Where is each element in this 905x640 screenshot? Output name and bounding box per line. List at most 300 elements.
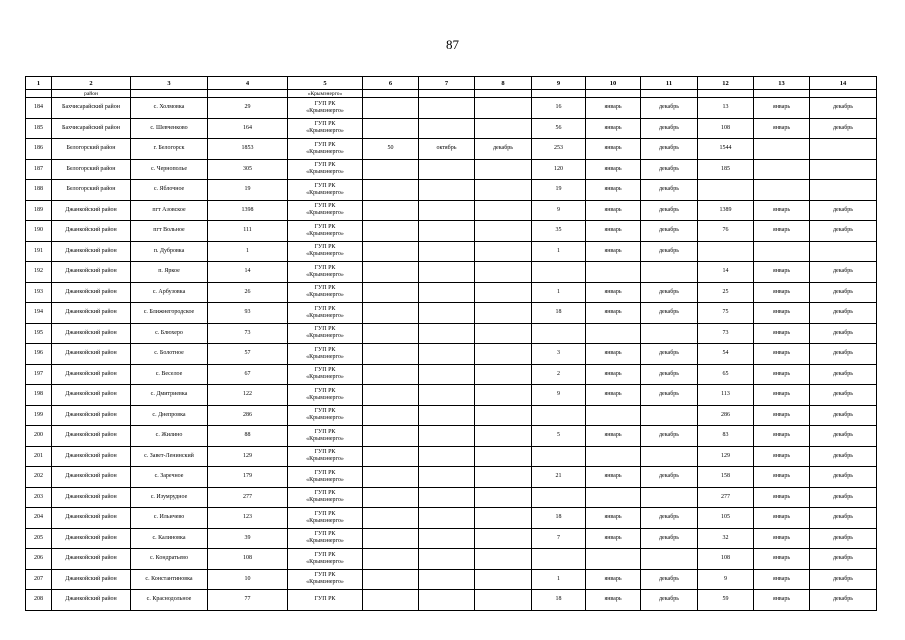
- cell-col-8: [475, 508, 532, 529]
- cell-col-11: [641, 487, 698, 508]
- cell-col-11: декабрь: [641, 385, 698, 406]
- cell-row-number: 192: [26, 262, 52, 283]
- cell-col-6: [363, 118, 419, 139]
- cell-col-10: январь: [586, 159, 641, 180]
- cell-settlement: г. Белогорск: [131, 139, 208, 160]
- cell-settlement: с. Ильичево: [131, 508, 208, 529]
- cell-district: Джанкойский район: [52, 262, 131, 283]
- cell-col-12: 113: [698, 385, 754, 406]
- org-name-line2: «Крымэнерго»: [306, 353, 344, 360]
- cell-row-number: 208: [26, 590, 52, 611]
- cell-col-7: [419, 323, 475, 344]
- cell-district: Джанкойский район: [52, 487, 131, 508]
- cell-col-8: [475, 180, 532, 201]
- cell-col-14: декабрь: [810, 405, 877, 426]
- cell-col-9: 1: [532, 569, 586, 590]
- org-name-line1: ГУП РК: [314, 490, 336, 497]
- cell-col-7: [419, 262, 475, 283]
- cell-col-13: [754, 241, 810, 262]
- cell-col-10: январь: [586, 241, 641, 262]
- cell-col-7: [419, 528, 475, 549]
- cell-col-7: [419, 159, 475, 180]
- table-row: [26, 344, 877, 365]
- cell-settlement: с. Завет-Ленинский: [131, 446, 208, 467]
- cell-col-7: [419, 221, 475, 242]
- header-cell: 8: [475, 77, 532, 90]
- cell-col-10: январь: [586, 303, 641, 324]
- cell-settlement: с. Калиновка: [131, 528, 208, 549]
- cell-col-14: декабрь: [810, 426, 877, 447]
- cell-settlement: пгт Вольное: [131, 221, 208, 242]
- cell-col-11: декабрь: [641, 426, 698, 447]
- cell-col-6: [363, 405, 419, 426]
- cell-col-10: [586, 90, 641, 98]
- header-cell: 9: [532, 77, 586, 90]
- cell-col-9: 1: [532, 282, 586, 303]
- cell-col-13: январь: [754, 508, 810, 529]
- cell-col-12: 158: [698, 467, 754, 488]
- cell-col-6: [363, 528, 419, 549]
- cell-col-11: [641, 90, 698, 98]
- cell-organization: [288, 549, 363, 570]
- cell-total: 57: [208, 344, 288, 365]
- cell-col-11: декабрь: [641, 200, 698, 221]
- org-name-line2: «Крымэнерго»: [306, 394, 344, 401]
- cell-total: 122: [208, 385, 288, 406]
- cell-col-9: 9: [532, 385, 586, 406]
- cell-col-9: 3: [532, 344, 586, 365]
- cell-row-number: 201: [26, 446, 52, 467]
- cell-organization: [288, 590, 363, 611]
- cell-col-8: [475, 262, 532, 283]
- cell-col-7: [419, 180, 475, 201]
- cell-settlement: с. Арбузовка: [131, 282, 208, 303]
- org-name-line1: ГУП РК: [314, 223, 336, 230]
- cell-col-9: [532, 90, 586, 98]
- org-name-line2: «Крымэнерго»: [306, 456, 344, 463]
- cell-col-12: 277: [698, 487, 754, 508]
- cell-col-13: январь: [754, 426, 810, 447]
- cell-col-6: [363, 323, 419, 344]
- cell-total: 164: [208, 118, 288, 139]
- cell-settlement: с. Холмовка: [131, 98, 208, 119]
- cell-col-7: [419, 344, 475, 365]
- cell-organization: [288, 241, 363, 262]
- table-row-continued: [26, 90, 877, 98]
- cell-col-10: [586, 405, 641, 426]
- cell-col-6: [363, 282, 419, 303]
- cell-col-11: декабрь: [641, 241, 698, 262]
- cell-col-7: [419, 282, 475, 303]
- cell-col-8: [475, 98, 532, 119]
- org-name-line2: «Крымэнерго»: [306, 517, 344, 524]
- cell-col-14: декабрь: [810, 446, 877, 467]
- cell-col-9: 7: [532, 528, 586, 549]
- cell-district: Джанкойский район: [52, 508, 131, 529]
- cell-total: 93: [208, 303, 288, 324]
- cell-col-9: [532, 446, 586, 467]
- table-body: [26, 77, 877, 611]
- cell-row-number: 185: [26, 118, 52, 139]
- header-cell: 6: [363, 77, 419, 90]
- cell-row-number: 197: [26, 364, 52, 385]
- cell-col-7: [419, 385, 475, 406]
- cell-organization: [288, 118, 363, 139]
- cell-row-number: [26, 90, 52, 98]
- cell-row-number: 206: [26, 549, 52, 570]
- cell-col-13: [754, 159, 810, 180]
- cell-col-12: 108: [698, 118, 754, 139]
- cell-col-13: январь: [754, 487, 810, 508]
- cell-organization: [288, 98, 363, 119]
- cell-total: 77: [208, 590, 288, 611]
- org-name-line1: ГУП РК: [314, 408, 336, 415]
- org-name-line2: «Крымэнерго»: [306, 230, 344, 237]
- cell-total: 286: [208, 405, 288, 426]
- cell-col-10: [586, 262, 641, 283]
- cell-total: 129: [208, 446, 288, 467]
- table-row: [26, 405, 877, 426]
- header-cell: 13: [754, 77, 810, 90]
- cell-col-13: январь: [754, 323, 810, 344]
- cell-col-14: декабрь: [810, 467, 877, 488]
- cell-col-10: [586, 323, 641, 344]
- cell-col-10: январь: [586, 344, 641, 365]
- cell-col-13: январь: [754, 303, 810, 324]
- cell-row-number: 194: [26, 303, 52, 324]
- page-number: 87: [446, 37, 459, 52]
- cell-col-6: [363, 549, 419, 570]
- cell-col-10: январь: [586, 364, 641, 385]
- cell-col-13: январь: [754, 282, 810, 303]
- cell-col-14: декабрь: [810, 98, 877, 119]
- cell-col-13: январь: [754, 221, 810, 242]
- cell-row-number: 203: [26, 487, 52, 508]
- cell-district: Белогорский район: [52, 139, 131, 160]
- cell-col-11: декабрь: [641, 118, 698, 139]
- org-name-line2: «Крымэнерго»: [306, 189, 344, 196]
- org-name-line2: «Крымэнерго»: [306, 292, 344, 299]
- org-name-line1: ГУП РК: [314, 596, 336, 603]
- cell-col-13: январь: [754, 590, 810, 611]
- cell-col-8: [475, 467, 532, 488]
- cell-row-number: 195: [26, 323, 52, 344]
- cell-district: Джанкойский район: [52, 446, 131, 467]
- org-name-line1: ГУП РК: [314, 428, 336, 435]
- org-name-line1: ГУП РК: [314, 449, 336, 456]
- cell-total: 26: [208, 282, 288, 303]
- cell-district: Джанкойский район: [52, 385, 131, 406]
- org-name-line2: «Крымэнерго»: [306, 271, 344, 278]
- cell-col-8: [475, 590, 532, 611]
- table-row: [26, 200, 877, 221]
- cell-district: Джанкойский район: [52, 323, 131, 344]
- table-row: [26, 98, 877, 119]
- cell-col-14: [810, 90, 877, 98]
- cell-settlement: с. Шевченково: [131, 118, 208, 139]
- cell-col-9: [532, 405, 586, 426]
- cell-organization: [288, 528, 363, 549]
- table-header-row: [26, 77, 877, 90]
- org-name-line1: ГУП РК: [314, 244, 336, 251]
- cell-district: Джанкойский район: [52, 344, 131, 365]
- cell-col-7: [419, 98, 475, 119]
- cell-col-8: [475, 549, 532, 570]
- table-row: [26, 569, 877, 590]
- cell-total: 277: [208, 487, 288, 508]
- org-name-line2: «Крымэнерго»: [306, 558, 344, 565]
- table-row: [26, 262, 877, 283]
- cell-district: Джанкойский район: [52, 405, 131, 426]
- cell-col-13: январь: [754, 528, 810, 549]
- cell-col-8: [475, 241, 532, 262]
- cell-total: 111: [208, 221, 288, 242]
- cell-col-10: январь: [586, 118, 641, 139]
- cell-district: Джанкойский район: [52, 569, 131, 590]
- cell-col-14: декабрь: [810, 323, 877, 344]
- cell-district: Джанкойский район: [52, 467, 131, 488]
- cell-col-11: декабрь: [641, 98, 698, 119]
- cell-col-6: [363, 90, 419, 98]
- cell-col-6: [363, 159, 419, 180]
- cell-col-14: декабрь: [810, 303, 877, 324]
- table-row: [26, 549, 877, 570]
- cell-organization: [288, 221, 363, 242]
- cell-col-11: декабрь: [641, 159, 698, 180]
- cell-col-14: декабрь: [810, 528, 877, 549]
- cell-col-8: [475, 303, 532, 324]
- cell-district: Джанкойский район: [52, 426, 131, 447]
- cell-col-8: [475, 323, 532, 344]
- table-row: [26, 323, 877, 344]
- cell-col-14: декабрь: [810, 508, 877, 529]
- cell-col-11: декабрь: [641, 569, 698, 590]
- cell-total: 88: [208, 426, 288, 447]
- header-cell: 12: [698, 77, 754, 90]
- cell-col-9: 2: [532, 364, 586, 385]
- cell-row-number: 187: [26, 159, 52, 180]
- cell-col-11: декабрь: [641, 528, 698, 549]
- header-cell: 5: [288, 77, 363, 90]
- org-name-line2: «Крымэнерго»: [306, 415, 344, 422]
- cell-district: Джанкойский район: [52, 549, 131, 570]
- table-row: [26, 528, 877, 549]
- cell-col-6: [363, 487, 419, 508]
- cell-col-8: [475, 385, 532, 406]
- cell-total: 10: [208, 569, 288, 590]
- cell-total: 305: [208, 159, 288, 180]
- org-name-line2: «Крымэнерго»: [306, 476, 344, 483]
- cell-organization: [288, 344, 363, 365]
- cell-row-number: 188: [26, 180, 52, 201]
- cell-col-12: [698, 90, 754, 98]
- header-cell: 1: [26, 77, 52, 90]
- table-row: [26, 385, 877, 406]
- cell-col-12: 108: [698, 549, 754, 570]
- cell-col-11: декабрь: [641, 508, 698, 529]
- cell-col-14: декабрь: [810, 487, 877, 508]
- cell-col-6: [363, 344, 419, 365]
- cell-col-9: 19: [532, 180, 586, 201]
- cell-col-12: 83: [698, 426, 754, 447]
- cell-settlement: с. Кондратьево: [131, 549, 208, 570]
- cell-col-7: [419, 590, 475, 611]
- cell-col-7: [419, 364, 475, 385]
- header-cell: 3: [131, 77, 208, 90]
- cell-col-10: январь: [586, 221, 641, 242]
- cell-col-11: [641, 323, 698, 344]
- cell-col-13: январь: [754, 569, 810, 590]
- cell-settlement: с. Яблочное: [131, 180, 208, 201]
- cell-col-6: [363, 303, 419, 324]
- cell-col-8: [475, 159, 532, 180]
- cell-col-11: [641, 549, 698, 570]
- cell-total: 108: [208, 549, 288, 570]
- cell-col-8: [475, 118, 532, 139]
- table-row: [26, 118, 877, 139]
- cell-col-8: [475, 446, 532, 467]
- org-name-line1: ГУП РК: [314, 510, 336, 517]
- cell-settlement: с. Жилино: [131, 426, 208, 447]
- cell-district: Джанкойский район: [52, 364, 131, 385]
- cell-settlement: с. Чернополье: [131, 159, 208, 180]
- cell-col-10: январь: [586, 467, 641, 488]
- cell-col-12: 286: [698, 405, 754, 426]
- table-row: [26, 282, 877, 303]
- cell-settlement: с. Днепровка: [131, 405, 208, 426]
- cell-col-14: [810, 241, 877, 262]
- cell-district: Джанкойский район: [52, 221, 131, 242]
- cell-total: 1398: [208, 200, 288, 221]
- cell-col-9: 9: [532, 200, 586, 221]
- cell-district: район: [52, 90, 131, 98]
- cell-col-8: [475, 528, 532, 549]
- cell-total: 19: [208, 180, 288, 201]
- cell-organization: [288, 180, 363, 201]
- cell-total: [208, 90, 288, 98]
- cell-col-14: [810, 180, 877, 201]
- cell-col-8: [475, 364, 532, 385]
- cell-col-12: 1544: [698, 139, 754, 160]
- cell-col-9: 35: [532, 221, 586, 242]
- table-row: [26, 508, 877, 529]
- org-name-line1: ГУП РК: [314, 182, 336, 189]
- cell-col-6: [363, 200, 419, 221]
- cell-col-13: январь: [754, 405, 810, 426]
- cell-total: 39: [208, 528, 288, 549]
- cell-total: 1853: [208, 139, 288, 160]
- table-row: [26, 446, 877, 467]
- table-row: [26, 426, 877, 447]
- table-row: [26, 159, 877, 180]
- cell-settlement: п. Дубровка: [131, 241, 208, 262]
- cell-col-14: [810, 139, 877, 160]
- header-cell: 7: [419, 77, 475, 90]
- cell-organization: [288, 467, 363, 488]
- cell-row-number: 189: [26, 200, 52, 221]
- cell-col-11: декабрь: [641, 303, 698, 324]
- org-name-line1: ГУП РК: [314, 326, 336, 333]
- cell-col-13: январь: [754, 98, 810, 119]
- org-name-line1: ГУП РК: [314, 367, 336, 374]
- cell-col-9: [532, 262, 586, 283]
- cell-row-number: 184: [26, 98, 52, 119]
- table-row: [26, 221, 877, 242]
- cell-col-9: 5: [532, 426, 586, 447]
- cell-col-7: [419, 549, 475, 570]
- cell-col-7: [419, 118, 475, 139]
- cell-total: 123: [208, 508, 288, 529]
- cell-col-14: декабрь: [810, 282, 877, 303]
- cell-col-13: январь: [754, 385, 810, 406]
- cell-col-12: [698, 241, 754, 262]
- cell-row-number: 204: [26, 508, 52, 529]
- cell-district: Бахчисарайский район: [52, 118, 131, 139]
- org-name-line2: «Крымэнерго»: [306, 333, 344, 340]
- org-name-line2: «Крымэнерго»: [306, 148, 344, 155]
- org-name-line2: «Крымэнерго»: [306, 579, 344, 586]
- cell-col-6: [363, 98, 419, 119]
- cell-settlement: пгт Азовское: [131, 200, 208, 221]
- cell-col-10: [586, 446, 641, 467]
- cell-total: 29: [208, 98, 288, 119]
- cell-col-8: [475, 487, 532, 508]
- cell-col-6: 50: [363, 139, 419, 160]
- cell-col-14: декабрь: [810, 118, 877, 139]
- cell-col-9: 21: [532, 467, 586, 488]
- cell-col-6: [363, 385, 419, 406]
- cell-row-number: 207: [26, 569, 52, 590]
- cell-col-6: [363, 508, 419, 529]
- cell-settlement: с. Изумрудное: [131, 487, 208, 508]
- cell-organization: [288, 405, 363, 426]
- cell-settlement: с. Блюхеро: [131, 323, 208, 344]
- header-cell: 2: [52, 77, 131, 90]
- cell-col-7: [419, 90, 475, 98]
- cell-col-12: 9: [698, 569, 754, 590]
- cell-col-8: [475, 221, 532, 242]
- cell-row-number: 200: [26, 426, 52, 447]
- cell-organization: [288, 569, 363, 590]
- cell-total: 73: [208, 323, 288, 344]
- cell-col-13: [754, 90, 810, 98]
- cell-organization: [288, 323, 363, 344]
- cell-col-9: [532, 487, 586, 508]
- org-name-line1: ГУП РК: [314, 387, 336, 394]
- cell-col-7: октябрь: [419, 139, 475, 160]
- header-cell: 10: [586, 77, 641, 90]
- cell-row-number: 202: [26, 467, 52, 488]
- cell-col-12: 65: [698, 364, 754, 385]
- cell-col-8: [475, 90, 532, 98]
- org-name-line1: ГУП РК: [314, 469, 336, 476]
- cell-col-6: [363, 569, 419, 590]
- cell-settlement: с. Ближнегородское: [131, 303, 208, 324]
- cell-col-12: 32: [698, 528, 754, 549]
- cell-organization: [288, 446, 363, 467]
- table-row: [26, 303, 877, 324]
- cell-col-10: январь: [586, 569, 641, 590]
- header-cell: 14: [810, 77, 877, 90]
- table-row: [26, 590, 877, 611]
- cell-col-12: 75: [698, 303, 754, 324]
- cell-row-number: 198: [26, 385, 52, 406]
- cell-col-12: 1389: [698, 200, 754, 221]
- cell-total: 14: [208, 262, 288, 283]
- data-table: [25, 76, 877, 611]
- cell-col-10: январь: [586, 180, 641, 201]
- cell-col-14: декабрь: [810, 549, 877, 570]
